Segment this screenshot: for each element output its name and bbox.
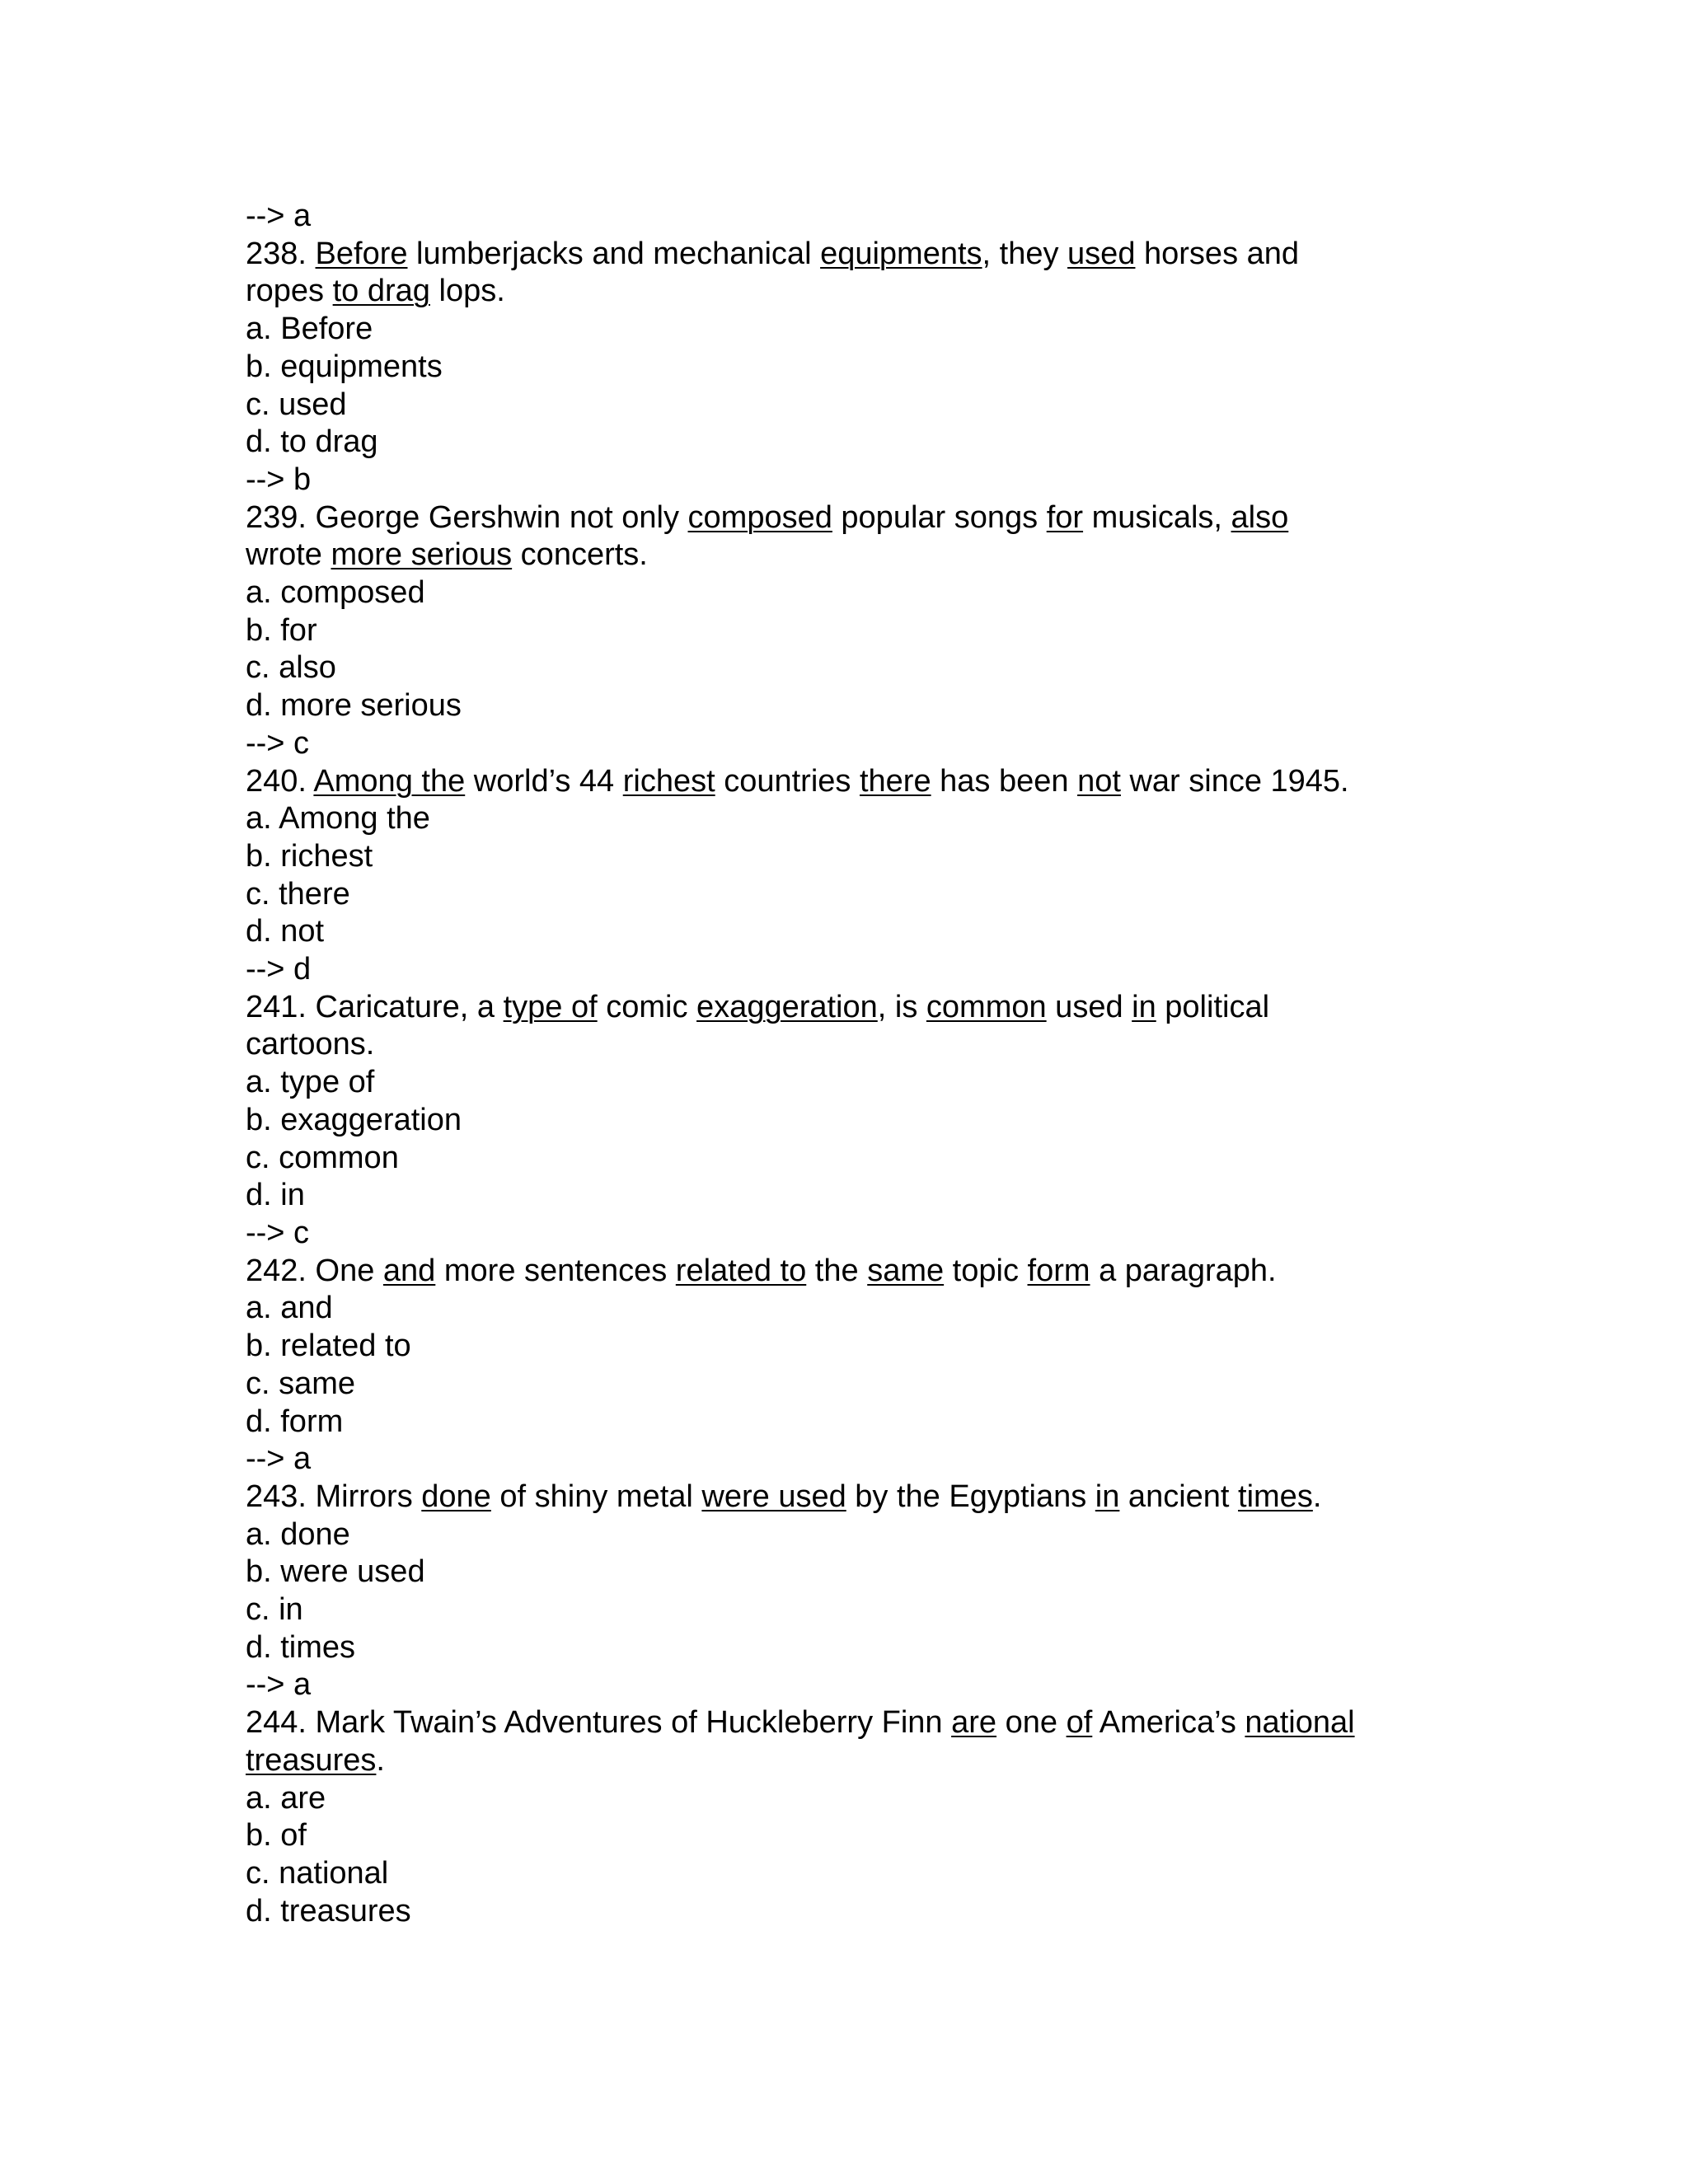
text-line	[246, 273, 1449, 311]
text-run: ancient	[1119, 1479, 1239, 1514]
text-line	[246, 462, 1449, 499]
underlined-phrase: form	[1027, 1253, 1090, 1288]
text-line	[246, 499, 1449, 537]
text-run: 241. Caricature, a	[246, 989, 504, 1024]
text-line	[246, 612, 1449, 650]
text-run: b. of	[246, 1818, 307, 1854]
text-run: --> c	[246, 725, 310, 761]
underlined-phrase: were used	[701, 1479, 846, 1514]
underlined-phrase: in	[1132, 989, 1156, 1024]
text-run: 242. One	[246, 1253, 383, 1288]
underlined-phrase: composed	[687, 499, 832, 535]
text-run: ropes	[246, 274, 333, 309]
text-line	[246, 1554, 1449, 1591]
text-line	[246, 1064, 1449, 1102]
text-line	[246, 800, 1449, 838]
text-run: d. more serious	[246, 688, 462, 724]
text-line	[246, 1629, 1449, 1667]
text-run: war since 1945.	[1120, 763, 1349, 799]
text-line	[246, 649, 1449, 687]
text-run: --> c	[246, 1215, 310, 1250]
text-line	[246, 1704, 1449, 1742]
underlined-phrase: treasures	[246, 1742, 377, 1778]
text-line	[246, 1177, 1449, 1215]
underlined-phrase: richest	[622, 763, 715, 799]
text-run: d. form	[246, 1404, 344, 1439]
underlined-phrase: national	[1245, 1705, 1355, 1741]
underlined-phrase: also	[1231, 499, 1289, 535]
text-line	[246, 1441, 1449, 1479]
text-line	[246, 725, 1449, 763]
text-run: c. same	[246, 1366, 356, 1401]
text-run: c. in	[246, 1592, 303, 1628]
underlined-phrase: related to	[675, 1253, 807, 1288]
text-line	[246, 537, 1449, 574]
underlined-phrase: of	[1066, 1705, 1093, 1741]
text-line	[246, 1666, 1449, 1704]
text-line	[246, 236, 1449, 274]
text-line	[246, 1893, 1449, 1931]
text-run: one	[996, 1705, 1067, 1741]
underlined-phrase: there	[859, 763, 931, 799]
text-line	[246, 387, 1449, 424]
text-run: of shiny metal	[490, 1479, 702, 1514]
text-line	[246, 1328, 1449, 1366]
text-run: more sentences	[435, 1253, 676, 1288]
underlined-phrase: to drag	[332, 274, 430, 309]
text-run: b. for	[246, 612, 317, 648]
underlined-phrase: type of	[503, 989, 598, 1024]
text-run: 239. George Gershwin not only	[246, 499, 688, 535]
text-line	[246, 1479, 1449, 1516]
underlined-phrase: are	[951, 1705, 997, 1741]
text-run: , is	[877, 989, 926, 1024]
text-line	[246, 1253, 1449, 1291]
underlined-phrase: common	[926, 989, 1047, 1024]
text-run: cartoons.	[246, 1027, 375, 1062]
underlined-phrase: equipments	[820, 236, 982, 271]
text-run: a paragraph.	[1090, 1253, 1277, 1288]
text-run: comic	[597, 989, 697, 1024]
text-run: America’s	[1092, 1705, 1245, 1741]
text-run: a. Before	[246, 312, 373, 347]
text-run: popular songs	[832, 499, 1047, 535]
underlined-phrase: done	[421, 1479, 491, 1514]
text-line	[246, 349, 1449, 387]
text-run: d. treasures	[246, 1893, 411, 1929]
text-line	[246, 1404, 1449, 1441]
text-run: b. equipments	[246, 349, 443, 384]
text-run: lumberjacks and mechanical	[407, 236, 821, 271]
text-run: 240.	[246, 763, 314, 799]
text-run: --> d	[246, 952, 312, 987]
text-run: c. there	[246, 876, 350, 912]
text-line	[246, 1855, 1449, 1893]
text-run: lops.	[429, 274, 505, 309]
text-run: political	[1156, 989, 1270, 1024]
text-run: 244. Mark Twain’s Adventures of Huckleberry Finn	[246, 1705, 952, 1741]
text-run: a. done	[246, 1516, 350, 1552]
text-run: topic	[944, 1253, 1028, 1288]
text-run: d. times	[246, 1629, 356, 1665]
text-run: .	[1312, 1479, 1322, 1514]
text-line	[246, 311, 1449, 349]
text-line	[246, 913, 1449, 951]
text-run: concerts.	[512, 537, 648, 573]
text-line	[246, 763, 1449, 801]
text-line	[246, 1591, 1449, 1629]
text-line	[246, 1780, 1449, 1818]
text-run: d. to drag	[246, 424, 378, 460]
text-run: horses and	[1135, 236, 1300, 271]
text-line	[246, 424, 1449, 462]
text-line	[246, 1026, 1449, 1064]
text-run: musicals,	[1083, 499, 1231, 535]
text-run: d. in	[246, 1178, 305, 1213]
text-run: a. composed	[246, 575, 425, 611]
text-run: d. not	[246, 914, 325, 949]
underlined-phrase: used	[1067, 236, 1136, 271]
text-run: b. related to	[246, 1329, 411, 1364]
text-run: a. type of	[246, 1065, 375, 1100]
underlined-phrase: not	[1077, 763, 1121, 799]
underlined-phrase: exaggeration	[696, 989, 878, 1024]
text-run: 243. Mirrors	[246, 1479, 422, 1514]
underlined-phrase: times	[1238, 1479, 1313, 1514]
text-line	[246, 1290, 1449, 1328]
text-line	[246, 1366, 1449, 1404]
underlined-phrase: Before	[315, 236, 408, 271]
text-line	[246, 1742, 1449, 1780]
underlined-phrase: more serious	[331, 537, 513, 573]
underlined-phrase: and	[382, 1253, 436, 1288]
text-run: --> a	[246, 1667, 312, 1703]
text-line	[246, 1817, 1449, 1855]
page-body	[246, 198, 1449, 1930]
text-run: , they	[982, 236, 1068, 271]
text-line	[246, 1516, 1449, 1554]
text-line	[246, 687, 1449, 725]
text-line	[246, 1102, 1449, 1140]
text-run: the	[806, 1253, 868, 1288]
text-run: c. common	[246, 1140, 399, 1175]
text-run: world’s 44	[465, 763, 623, 799]
text-run: c. used	[246, 387, 347, 422]
text-line	[246, 989, 1449, 1027]
text-line	[246, 838, 1449, 876]
text-run: --> b	[246, 462, 312, 497]
text-run: has been	[931, 763, 1078, 799]
text-run: a. Among the	[246, 801, 430, 837]
text-line	[246, 1215, 1449, 1253]
text-line	[246, 574, 1449, 612]
text-run: b. richest	[246, 838, 373, 874]
underlined-phrase: Among the	[313, 763, 466, 799]
text-run: .	[376, 1742, 385, 1778]
text-run: 238.	[246, 236, 316, 271]
text-run: countries	[715, 763, 860, 799]
underlined-phrase: for	[1046, 499, 1084, 535]
text-run: --> a	[246, 1441, 312, 1477]
text-run: a. are	[246, 1780, 326, 1816]
text-run: b. exaggeration	[246, 1102, 462, 1137]
text-run: --> a	[246, 199, 312, 233]
text-run: c. national	[246, 1855, 389, 1891]
text-line	[246, 1140, 1449, 1178]
text-run: a. and	[246, 1291, 333, 1326]
text-run: wrote	[246, 537, 331, 573]
underlined-phrase: in	[1095, 1479, 1120, 1514]
text-line	[246, 198, 1449, 236]
text-line	[246, 876, 1449, 914]
text-run: by the Egyptians	[846, 1479, 1095, 1514]
underlined-phrase: same	[867, 1253, 945, 1288]
text-line	[246, 951, 1449, 989]
text-run: used	[1046, 989, 1132, 1024]
text-run: b. were used	[246, 1554, 425, 1590]
text-run: c. also	[246, 650, 336, 686]
